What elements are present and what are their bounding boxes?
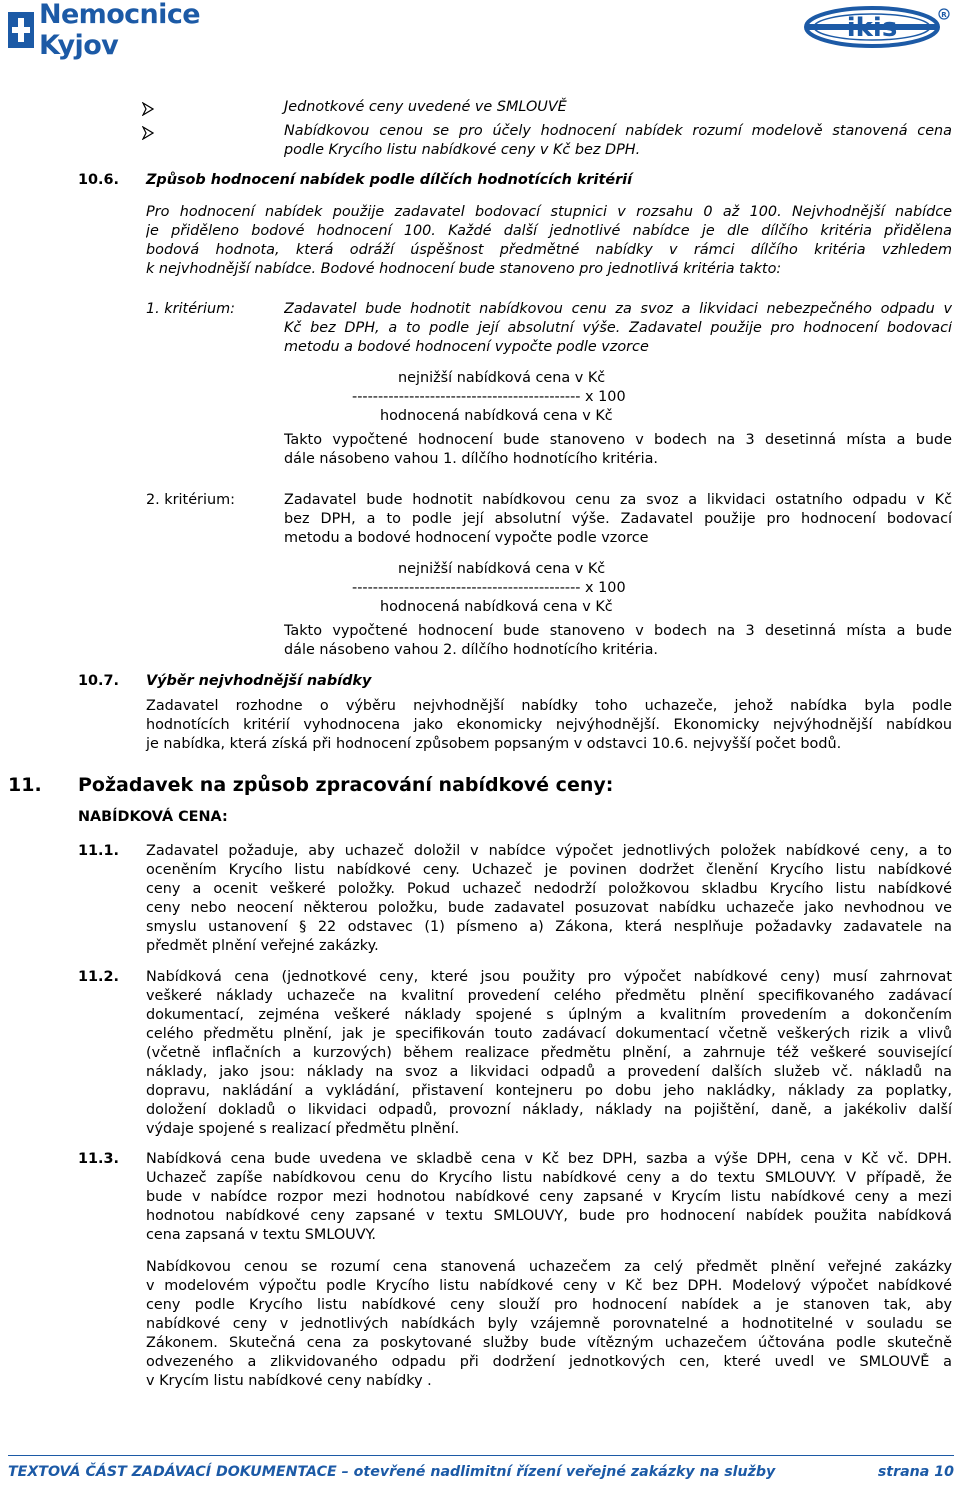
paragraph-line: dopravu, nakládání a vykládání, přistavení kontejneru po dobu jeho nakládky, náklady za poplatky, xyxy=(146,1083,952,1099)
paragraph-line: výdaje spojené s realizací předmětu plnění. xyxy=(146,1121,460,1137)
paragraph-line: hodnotou nabídkové ceny zapsané v textu SMLOUVY, bude pro hodnocení nabídek použita nabídková xyxy=(146,1208,952,1224)
chapter-number: 11. xyxy=(8,774,42,796)
paragraph-line: oceněním Krycího listu nabídkové ceny. Uchazeč je povinen dodržet členění Krycího listu nabídkové xyxy=(146,862,952,878)
paragraph-line: bodová hodnota, která odráží úspěšnost předmětné nabídky v rámci dílčího kritéria vzhledem xyxy=(146,242,952,258)
paragraph-line: celého předmětu plnění, jak je specifikován touto zadávací dokumentací včetně veškerých rizik a vlivů xyxy=(146,1026,952,1042)
formula-numerator: nejnižší nabídková cena v Kč xyxy=(398,561,606,577)
paragraph-line: doložení dokladů o likvidaci odpadů, provozní náklady, náklady na pojištění, daně, a jakékoliv další xyxy=(146,1102,952,1118)
criterion-line: Zadavatel bude hodnotit nabídkovou cenu za svoz a likvidaci ostatního odpadu v Kč xyxy=(284,492,952,508)
paragraph-line: je nabídka, která získá při hodnocení způsobem popsaným v odstavci 10.6. nejvyšší počet bodů. xyxy=(146,736,842,752)
svg-text:R: R xyxy=(941,11,947,19)
bullet-item-1: Jednotkové ceny uvedené ve SMLOUVĚ xyxy=(284,99,567,115)
paragraph-line: v modelovém výpočtu podle Krycího listu nabídkové ceny v Kč bez DPH. Modelový výpočet nabídkové xyxy=(146,1278,952,1294)
formula-numerator: nejnižší nabídková cena v Kč xyxy=(398,370,606,386)
paragraph-line: ceny a ocenit veškeré položky. Pokud uchazeč nedodrží položkovou skladbu Krycího listu nabídkové xyxy=(146,881,952,897)
bullet-item-2-line-1: Nabídkovou cenou se pro účely hodnocení nabídek rozumí modelově stanovená cena xyxy=(284,123,952,139)
paragraph-line: předmět plnění veřejné zakázky. xyxy=(146,938,379,954)
paragraph-line: Zákonem. Skutečná cena za poskytované služby bude vítězným uchazečem účtována podle skutečně xyxy=(146,1335,952,1351)
section-number: 10.7. xyxy=(78,673,119,689)
section-number: 11.1. xyxy=(78,843,119,859)
paragraph-line: hodnotících kritérií vyhodnocena jako ekonomicky nejvýhodnější. Ekonomicky nejvýhodnější nabídkou xyxy=(146,717,952,733)
formula-line: -------------------------------------------- x 100 xyxy=(352,580,626,596)
criterion-line: Takto vypočtené hodnocení bude stanoveno v bodech na 3 desetinná místa a bude xyxy=(284,432,952,448)
formula-denominator: hodnocená nabídková cena v Kč xyxy=(380,599,613,615)
paragraph-line: Nabídková cena (jednotkové ceny, které jsou použity pro výpočet nabídkové ceny) musí zahrnovat xyxy=(146,969,952,985)
section-number: 10.6. xyxy=(78,172,119,188)
hospital-logo-text: Nemocnice Kyjov xyxy=(38,0,200,61)
hospital-logo-mark-icon xyxy=(8,12,33,48)
paragraph-line: Uchazeč zapíše nabídkovou cenu do Krycího listu nabídkové ceny a do textu SMLOUVY. V případě, že xyxy=(146,1170,952,1186)
criterion-label: 1. kritérium: xyxy=(146,301,235,317)
criterion-line: bez DPH, a to podle její absolutní výše. Zadavatel použije pro hodnocení bodovací xyxy=(284,511,952,527)
paragraph-line: Zadavatel požaduje, aby uchazeč doložil v nabídce výpočet jednotlivých položek nabídkové ceny, a to xyxy=(146,843,952,859)
footer-page-number: strana 10 xyxy=(877,1464,954,1480)
section-title: Výběr nejvhodnější nabídky xyxy=(146,673,372,689)
criterion-line: metodu a bodové hodnocení vypočte podle vzorce xyxy=(284,339,649,355)
paragraph-line: ceny nebo neocení některou položku, bude zadavatel posuzovat nabídku uchazeče jako nevhodnou ve xyxy=(146,900,952,916)
paragraph-line: bude v nabídce rozpor mezi hodnotou nabídkové ceny zapsané v Krycím listu nabídkové ceny a mezi xyxy=(146,1189,952,1205)
criterion-line: metodu a bodové hodnocení vypočte podle vzorce xyxy=(284,530,649,546)
criterion-line: Takto vypočtené hodnocení bude stanoveno v bodech na 3 desetinná místa a bude xyxy=(284,623,952,639)
paragraph-line: Nabídkovou cenou se rozumí cena stanovená uchazečem za celý předmět plnění veřejné zakázky xyxy=(146,1259,952,1275)
paragraph-line: veškeré náklady uchazeče na kvalitní provedení celého předmětu plnění specifikovaného zadávací xyxy=(146,988,952,1004)
paragraph-line: je přiděleno bodové hodnocení 100. Každé další jednotlivé nabídce je dle dílčího kritéria přidělena xyxy=(146,223,952,239)
paragraph-line: náklady, jako jsou: náklady na svoz a likvidaci odpadů a provedení dalších služeb vč. nákladů na xyxy=(146,1064,952,1080)
paragraph-line: odvezeného a zlikvidovaného odpadu při dodržení jednotkových cen, které uvedl ve SMLOUVĚ a xyxy=(146,1354,952,1370)
criterion-label: 2. kritérium: xyxy=(146,492,235,508)
bullet-item-2-line-2: podle Krycího listu nabídkové ceny v Kč bez DPH. xyxy=(284,142,641,158)
chapter-subtitle: NABÍDKOVÁ CENA: xyxy=(78,809,228,825)
criterion-line: dále násobeno vahou 2. dílčího hodnotícího kritéria. xyxy=(284,642,658,658)
ikis-logo-icon xyxy=(802,4,952,50)
paragraph-line: Nabídková cena bude uvedena ve skladbě cena v Kč bez DPH, sazba a výše DPH, cena v Kč vč. DPH. xyxy=(146,1151,952,1167)
criterion-line: dále násobeno vahou 1. dílčího hodnotícího kritéria. xyxy=(284,451,658,467)
formula-denominator: hodnocená nabídková cena v Kč xyxy=(380,408,613,424)
formula-line: -------------------------------------------- x 100 xyxy=(352,389,626,405)
footer-document-title: TEXTOVÁ ČÁST ZADÁVACÍ DOKUMENTACE – otevřené nadlimitní řízení veřejné zakázky na služby xyxy=(8,1464,776,1480)
paragraph-line: dokumentací, zejména veškeré náklady spojené s úplným a kvalitním provedením a dokončením xyxy=(146,1007,952,1023)
paragraph-line: v Krycím listu nabídkové ceny nabídky . xyxy=(146,1373,432,1389)
hospital-logo xyxy=(8,0,278,61)
footer-divider xyxy=(8,1455,954,1456)
paragraph-line: Zadavatel rozhodne o výběru nejvhodnější nabídky toho uchazeče, jehož nabídka byla podle xyxy=(146,698,952,714)
paragraph-line: ceny podle Krycího listu nabídkové ceny slouží pro hodnocení nabídek a je stanoven tak, aby xyxy=(146,1297,952,1313)
criterion-line: Zadavatel bude hodnotit nabídkovou cenu za svoz a likvidaci nebezpečného odpadu v xyxy=(284,301,952,317)
paragraph-line: smyslu ustanovení § 22 odstavec (1) písmeno a) Zákona, která nesplňuje požadavky zadavatele na xyxy=(146,919,952,935)
chapter-title: Požadavek na způsob zpracování nabídkové ceny: xyxy=(78,774,614,796)
paragraph-line: Pro hodnocení nabídek použije zadavatel bodovací stupnici v rozsahu 0 až 100. Nejvhodnější nabídce xyxy=(146,204,952,220)
ikis-logo-text: ikis xyxy=(846,13,898,43)
criterion-line: Kč bez DPH, a to podle její absolutní výše. Zadavatel použije pro hodnocení bodovací xyxy=(284,320,952,336)
paragraph-line: (včetně inflačních a kurzových) během realizace předmětu plnění, a zahrnuje též veškeré související xyxy=(146,1045,952,1061)
ikis-logo xyxy=(802,4,952,50)
bullet-arrow-icon xyxy=(142,102,154,120)
paragraph-line: cena zapsaná v textu SMLOUVY. xyxy=(146,1227,377,1243)
paragraph-line: k nejvhodnější nabídce. Bodové hodnocení bude stanoveno pro jednotlivá kritéria takto: xyxy=(146,261,782,277)
bullet-arrow-icon xyxy=(142,126,154,144)
section-number: 11.3. xyxy=(78,1151,119,1167)
section-number: 11.2. xyxy=(78,969,119,985)
paragraph-line: nabídkové ceny v jednotlivých nabídkách byly vzájemně porovnatelné a hodnotitelné v souladu se xyxy=(146,1316,952,1332)
page-footer xyxy=(8,1464,954,1484)
section-title: Způsob hodnocení nabídek podle dílčích hodnotících kritérií xyxy=(146,172,633,188)
